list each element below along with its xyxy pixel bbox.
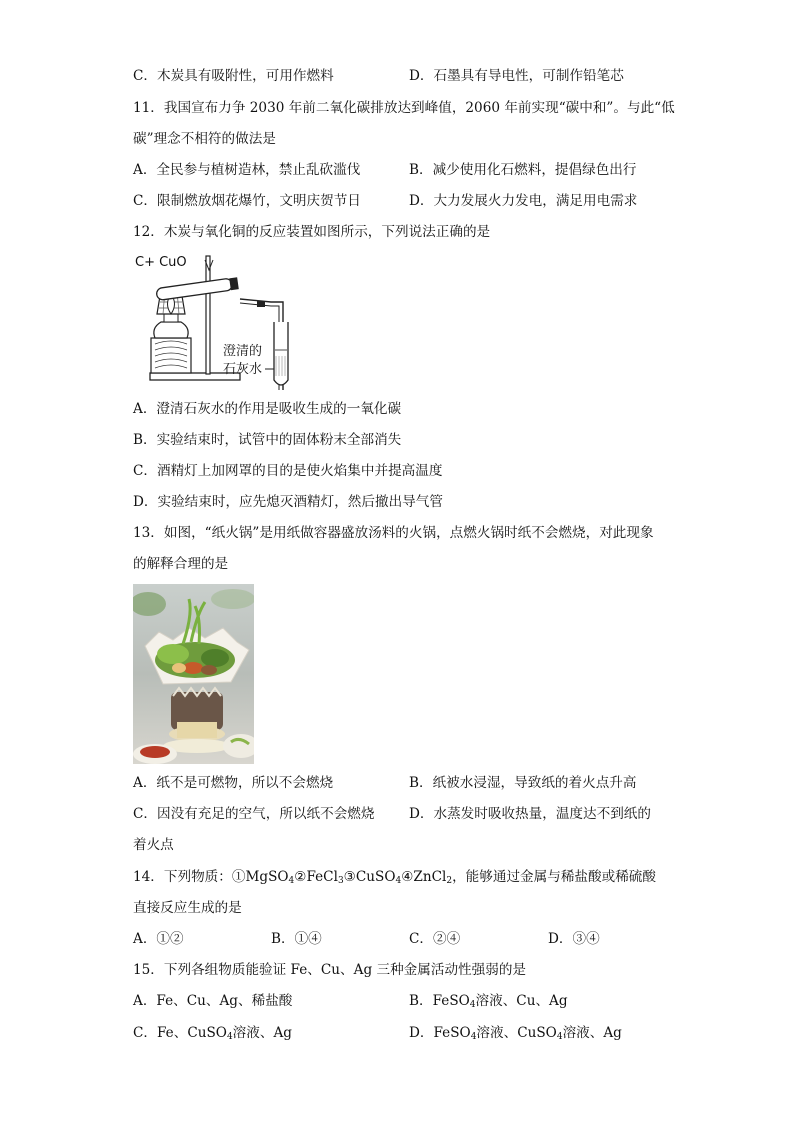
q11-option-a: A．全民参与植树造林，禁止乱砍滥伐 [133, 162, 361, 178]
q12-stem: 12．木炭与氧化铜的反应装置如图所示，下列说法正确的是 [133, 224, 491, 240]
q13-option-c: C．因没有充足的空气，所以纸不会燃烧 [133, 806, 375, 822]
q13-stem-line2: 的解释合理的是 [133, 556, 229, 572]
q13-stem-line1: 13．如图，“纸火锅”是用纸做容器盛放汤料的火锅，点燃火锅时纸不会燃烧，对此现象 [133, 525, 654, 541]
q14-stem-line2: 直接反应生成的是 [133, 900, 242, 916]
q11-stem-line2: 碳”理念不相符的做法是 [133, 131, 276, 147]
q15-option-d: D．FeSO$_4$溶液、CuSO$_4$溶液、Ag [409, 1025, 622, 1042]
q13-option-b: B．纸被水浸湿，导致纸的着火点升高 [409, 775, 637, 791]
q14-option-c: C．②④ [409, 931, 461, 947]
q14-option-a: A．①② [133, 931, 184, 947]
q13-option-a: A．纸不是可燃物，所以不会燃烧 [133, 775, 334, 791]
q11-option-b: B．减少使用化石燃料，提倡绿色出行 [409, 162, 637, 178]
q15-stem: 15．下列各组物质能验证 Fe、Cu、Ag 三种金属活动性强弱的是 [133, 962, 527, 978]
q12-option-c: C．酒精灯上加网罩的目的是使火焰集中并提高温度 [133, 463, 443, 479]
q12-option-b: B．实验结束时，试管中的固体粉末全部消失 [133, 432, 402, 448]
q10-option-c: C．木炭具有吸附性，可用作燃料 [133, 68, 334, 84]
q13-option-d-line2: 着火点 [133, 837, 174, 853]
q15-option-a: A．Fe、Cu、Ag、稀盐酸 [133, 993, 293, 1009]
limewater-label-line2: 石灰水 [223, 362, 263, 377]
reactant-label: C+ CuO [135, 255, 187, 270]
q11-option-c: C．限制燃放烟花爆竹，文明庆贺节日 [133, 193, 361, 209]
limewater-label-line1: 澄清的 [223, 344, 263, 359]
q14-option-b: B．①④ [271, 931, 322, 947]
q14-option-d: D．③④ [548, 931, 600, 947]
q12-option-a: A．澄清石灰水的作用是吸收生成的一氧化碳 [133, 401, 402, 417]
q14-stem-line1: 14．下列物质：①MgSO$_4$②FeCl$_3$③CuSO$_4$④ZnCl$_2$，能够通过金属与稀盐酸或稀硫酸 [133, 869, 656, 886]
q12-option-d: D．实验结束时，应先熄灭酒精灯，然后撤出导气管 [133, 494, 443, 510]
q13-option-d-line1: D．水蒸发时吸收热量，温度达不到纸的 [409, 806, 651, 822]
q15-option-b: B．FeSO$_4$溶液、Cu、Ag [409, 993, 568, 1010]
paper-hotpot-photo [133, 584, 254, 764]
q11-option-d: D．大力发展火力发电，满足用电需求 [409, 193, 638, 209]
q11-stem-line1: 11．我国宣布力争 2030 年前二氧化碳排放达到峰值，2060 年前实现“碳中和”。与此“低 [133, 100, 675, 116]
q10-option-d: D．石墨具有导电性，可制作铅笔芯 [409, 68, 624, 84]
charcoal-copper-oxide-apparatus [133, 252, 308, 392]
q15-option-c: C．Fe、CuSO$_4$溶液、Ag [133, 1025, 292, 1042]
